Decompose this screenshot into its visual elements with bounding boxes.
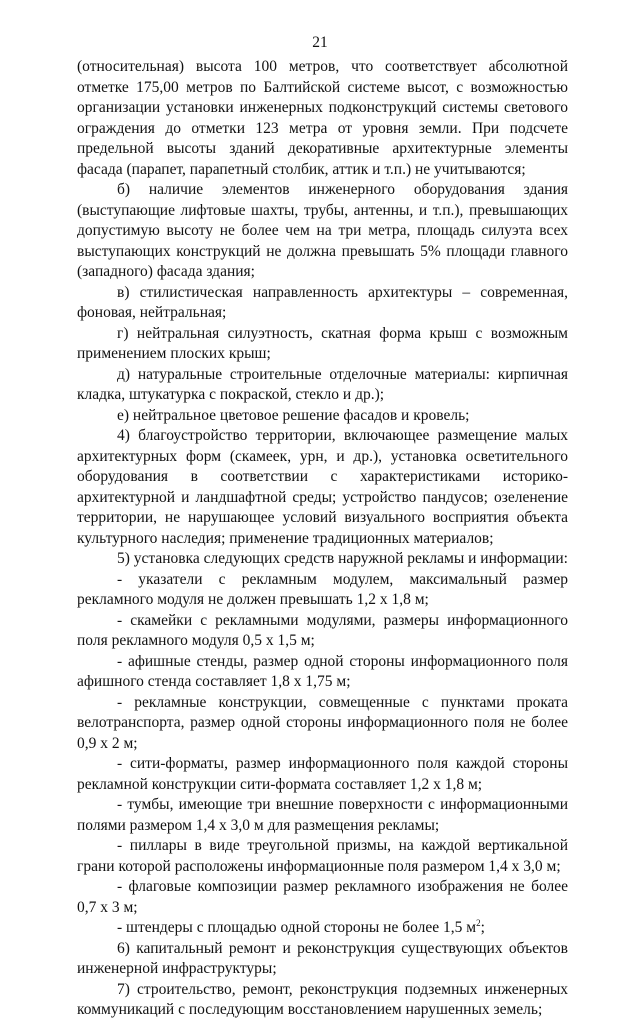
- paragraph-item-7: 7) строительство, ремонт, реконструкция подземных инженерных коммуникаций с последующим восстановлением нарушенных земель;: [77, 980, 568, 1018]
- list-item-pointers: - указатели с рекламным модулем, максимальный размер рекламного модуля не должен превышать 1,2 х 1,8 м;: [77, 570, 568, 608]
- paragraph-item-4: 4) благоустройство территории, включающее размещение малых архитектурных форм (скамеек, урн, и др.), установка осветительного оборудования в соответствии с характеристиками историко-архитектурной и ландшафтной среды; устройство пандусов; озеленение территории, не нарушающее условий визуального восприятия объекта культурного наследия; применение традиционных материалов;: [77, 427, 568, 547]
- paragraph-item-b: б) наличие элементов инженерного оборудования здания (выступающие лифтовые шахты, трубы, антенны, и т.п.), превышающих допустимую высоту не более чем на три метра, площадь силуэта всех выступающих конструкций не должна превышать 5% площади главного (западного) фасада здания;: [77, 181, 568, 280]
- paragraph-item-g: г) нейтральная силуэтность, скатная форма крыш с возможным применением плоских крыш;: [77, 324, 568, 362]
- shtender-text: - штендеры с площадью одной стороны не более 1,5 м: [117, 919, 477, 936]
- list-item-city-formats: - сити-форматы, размер информационного поля каждой стороны рекламной конструкции сити-формата составляет 1,2 х 1,8 м;: [77, 755, 568, 793]
- paragraph-height-limit: (относительная) высота 100 метров, что соответствует абсолютной отметке 175,00 метров по Балтийской системе высот, с возможностью организации установки инженерных подконструкций системы светового ограждения до отметки 123 метра от уровня земли. При подсчете предельной высоты зданий декоративные архитектурные элементы фасада (парапет, парапетный столбик, аттик и т.п.) не учитываются;: [77, 58, 568, 178]
- list-item-shtenders: [77, 918, 568, 939]
- paragraph-item-d: д) натуральные строительные отделочные материалы: кирпичная кладка, штукатурка с покраской, стекло и др.);: [77, 365, 568, 403]
- paragraph-item-e: е) нейтральное цветовое решение фасадов и кровель;: [117, 406, 470, 424]
- list-item-poster-stands: - афишные стенды, размер одной стороны информационного поля афишного стенда составляет 1,8 х 1,75 м;: [77, 652, 568, 690]
- square-superscript: 2: [476, 917, 481, 928]
- list-item-pedestals: - тумбы, имеющие три внешние поверхности с информационными полями размером 1,4 х 3,0 м для размещения рекламы;: [77, 796, 568, 834]
- paragraph-item-6: 6) капитальный ремонт и реконструкция существующих объектов инженерной инфраструктуры;: [77, 939, 568, 977]
- paragraph-item-5: 5) установка следующих средств наружной рекламы и информации:: [117, 550, 568, 567]
- document-body: [77, 57, 568, 1021]
- paragraph-item-v: в) стилистическая направленность архитектуры – современная, фоновая, нейтральная;: [77, 283, 568, 321]
- page-number: 21: [312, 34, 328, 51]
- shtender-suffix: ;: [480, 919, 485, 936]
- list-item-benches: - скамейки с рекламными модулями, размеры информационного поля рекламного модуля 0,5 х 1,5 м;: [77, 611, 568, 649]
- list-item-pillars: - пиллары в виде треугольной призмы, на каждой вертикальной грани которой расположены информационные поля размером 1,4 х 3,0 м;: [77, 837, 568, 875]
- list-item-flags: - флаговые композиции размер рекламного изображения не более 0,7 х 3 м;: [77, 878, 568, 916]
- list-item-bike-rental: - рекламные конструкции, совмещенные с пунктами проката велотранспорта, размер одной стороны информационного поля не более 0,9 х 2 м;: [77, 693, 568, 752]
